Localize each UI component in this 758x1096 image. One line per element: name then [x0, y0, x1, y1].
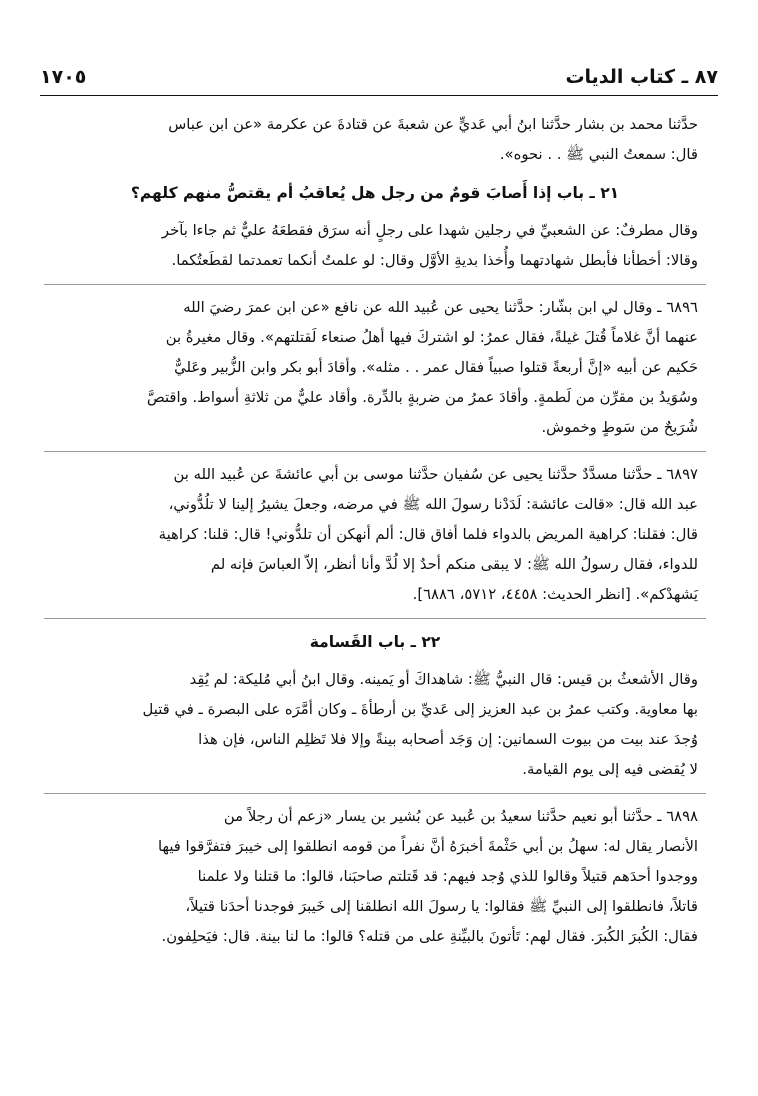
text-line: وُجدَ عند بيت من بيوت السمانين: إن وَجَد أصحابه بينةً وإلا فلا تَظلِم الناس، فإن هذا	[198, 731, 698, 748]
text-line: ووجدوا أحدَهم قتيلاً وقالوا للذي وُجد فيهم: قد قَتلتم صاحبَنا، قالوا: ما قتلنا ولا علمنا	[197, 868, 698, 885]
hadith-paragraph	[52, 110, 698, 170]
hadith-paragraph-6897	[52, 460, 698, 610]
text-line: فقال: الكُبرَ الكُبرَ. فقال لهم: تَأتونَ بالبيِّنةِ على من قتله؟ قالوا: ما لنا بينة. قال: فيَحلِفون.	[161, 928, 698, 945]
text-line: وقالا: أخطأنا فأبطل شهادتهما وأُخذا بديةِ الأوَّل وقال: لو علمتُ أنكما تعمدتما لقطَعتُكما.	[171, 252, 698, 269]
section-divider	[44, 284, 706, 285]
text-line: يَشهدْكم». [انظر الحديث: ٤٤٥٨، ٥٧١٢، ٦٨٨٦].	[412, 586, 698, 603]
page-header	[40, 58, 718, 88]
chapter-heading-21: ٢١ ـ باب إذا أَصابَ قومٌ من رجل هل يُعاقبُ أم يقتصُّ منهم كلهم؟	[130, 184, 620, 202]
section-divider	[44, 451, 706, 452]
section-divider	[44, 793, 706, 794]
text-line: الأنصار يقال له: سهلُ بن أبي حَثْمةَ أخبرَهُ أنَّ نفراً من قومه انطلقوا إلى خيبرَ فتفرَّقوا فيها	[157, 838, 698, 855]
page-body	[52, 110, 698, 952]
header-rule	[40, 95, 718, 96]
page-number: ١٧٠٥	[40, 66, 87, 88]
text-line: ٦٨٩٦ ـ وقال لي ابن بشّار: حدَّثنا يحيى عن عُبيد الله عن نافع «عن ابن عمرَ رضيَ الله	[183, 299, 698, 316]
chapter-title: ٨٧ ـ كتاب الديات	[565, 66, 718, 88]
text-line: ٦٨٩٨ ـ حدَّثنا أبو نعيم حدَّثنا سعيدُ بن عُبيد عن بُشير بن يسار «زعم أن رجلاً من	[223, 808, 698, 825]
text-line: عبد الله قال: «قالت عائشة: لَدَدْنا رسولَ الله ﷺ في مرضه، وجعلَ يشيرُ إلينا لا تلُدُّوني،	[168, 496, 698, 513]
text-line: بها معاوية. وكتب عمرُ بن عبد العزيز إلى عَديِّ بن أرطأةَ ـ وكان أمَّرَه على البصرة ـ في قتيل	[142, 701, 698, 718]
hadith-paragraph-6898	[52, 802, 698, 952]
text-line: قاتلاً، فانطلقوا إلى النبيِّ ﷺ فقالوا: يا رسولَ الله انطلقنا إلى خَيبرَ فوجدنا أحدَنا قتيلاً،	[185, 898, 698, 915]
text-line: للدواء، فقال رسولُ الله ﷺ: لا يبقى منكم أحدٌ إلا لُدَّ وأنا أنظر، إلاّ العباسَ فإنه لم	[210, 556, 698, 573]
chapter-heading-22: ٢٢ ـ باب القَسامة	[309, 633, 441, 651]
text-line: حدَّثنا محمد بن بشار حدَّثنا ابنُ أبي عَديٍّ عن شعبةَ عن قتادةَ عن عكرمة «عن ابن عباس	[168, 116, 698, 133]
text-line: عنهما أنَّ غلاماً قُتلَ غيلةً، فقال عمرُ: لو اشتركَ فيها أهلُ صنعاء لَقتلتهم». وقال مغيرةُ بن	[165, 329, 698, 346]
text-line: وسُوَيدُ بن مقرِّن من لَطمةٍ. وأقادَ عمرُ من ضربةٍ بالدِّرة. وأقاد عليٌّ من ثلاثةِ أسواط. واقتصَّ	[146, 389, 698, 406]
narration-paragraph	[52, 216, 698, 276]
text-line: لا يُقضى فيه إلى يوم القيامة.	[522, 761, 698, 778]
section-divider	[44, 618, 706, 619]
text-line: قال: فقلنا: كراهية المريض بالدواء فلما أفاق قال: ألم أنهكن أن تلدُّوني! قال: قلنا: كراهية	[158, 526, 698, 543]
text-line: قال: سمعتُ النبي ﷺ . . نحوه».	[499, 146, 698, 163]
text-line: شُرَيحٌ من سَوطٍ وخموش.	[541, 419, 698, 436]
hadith-paragraph-6896	[52, 293, 698, 443]
text-line: وقال مطرفٌ: عن الشعبيِّ في رجلين شهدا على رجلٍ أنه سرَق فقطعَهُ عليٌّ ثم جاءا بآخر	[161, 222, 698, 239]
text-line: ٦٨٩٧ ـ حدَّثنا مسدَّدٌ حدَّثنا يحيى عن سُفيان حدَّثنا موسى بن أبي عائشةَ عن عُبيد الله بن	[173, 466, 698, 483]
narration-paragraph	[52, 665, 698, 785]
text-line: حَكيم عن أبيه «إنَّ أربعةً قتلوا صبياً فقال عمر . . مثله». وأقادَ أبو بكر وابن الزُّبير وعَليٌّ	[174, 359, 698, 376]
text-line: وقال الأشعثُ بن قيس: قال النبيُّ ﷺ: شاهداكَ أو يَمينه. وقال ابنُ أبي مُليكة: لم يُقِد	[189, 671, 698, 688]
